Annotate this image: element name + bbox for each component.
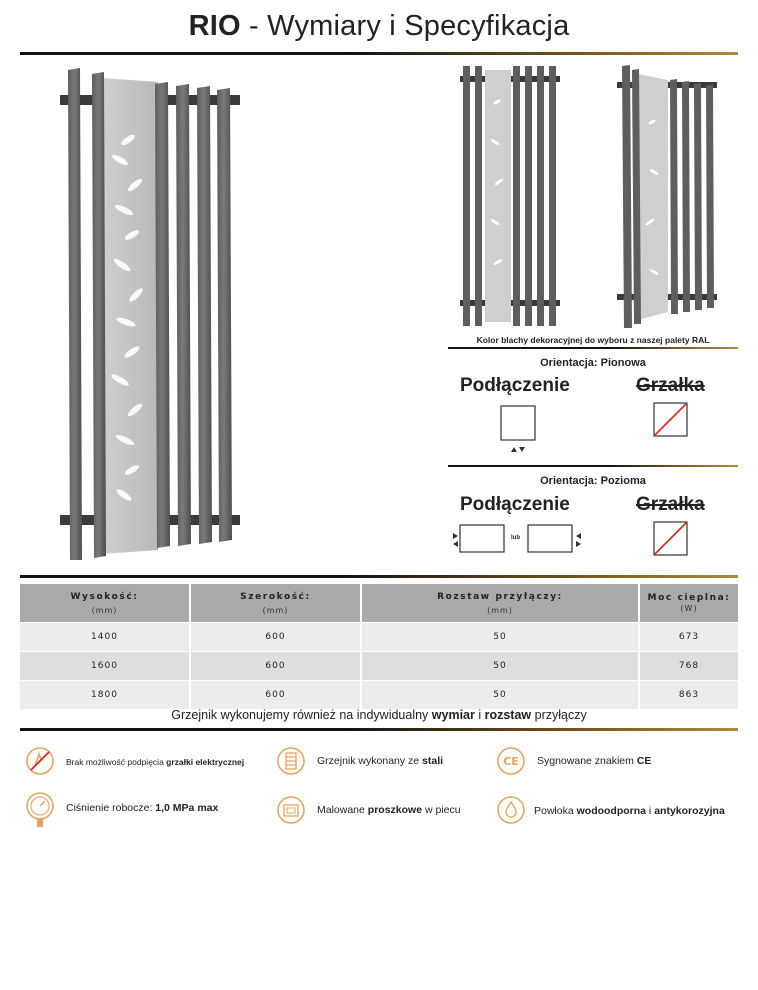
vertical-connection-diagram — [498, 404, 540, 454]
table-row — [20, 652, 738, 681]
divider — [448, 465, 738, 467]
divider — [448, 347, 738, 349]
cell-spacing: 50 — [361, 652, 639, 681]
cell-width: 600 — [190, 652, 361, 681]
table-row — [20, 681, 738, 710]
horizontal-heater-crossed-icon — [652, 520, 690, 558]
vertical-heater-crossed-icon — [652, 401, 690, 439]
feature-powder-coated: Malowane proszkowe w piecu — [317, 804, 461, 816]
ce-mark-icon — [496, 746, 526, 776]
cell-spacing: 50 — [361, 681, 639, 710]
cell-width: 600 — [190, 623, 361, 652]
ral-caption: Kolor blachy dekoracyjnej do wyboru z naszej palety RAL — [476, 335, 710, 345]
radiator-main-image — [40, 60, 260, 560]
feature-no-heater: Brak możliwość podpięcia grzałki elektrycznej — [66, 757, 245, 767]
feature-ce: Sygnowane znakiem CE — [537, 755, 652, 767]
header-height: Wysokość: (mm) — [20, 584, 190, 623]
feature-waterproof: Powłoka wodoodporna i antykorozyjna — [534, 805, 725, 817]
cell-height: 1600 — [20, 652, 190, 681]
table-row — [20, 623, 738, 652]
cell-power: 768 — [639, 652, 738, 681]
horizontal-heater-label: Grzałka — [636, 494, 705, 515]
vertical-heater-label: Grzałka — [636, 375, 705, 396]
header-width: Szerokość: (mm) — [190, 584, 361, 623]
steel-radiator-icon — [276, 746, 306, 776]
cell-height: 1800 — [20, 681, 190, 710]
radiator-front-image — [455, 62, 565, 330]
horizontal-connection-diagram-left — [452, 522, 508, 556]
table-divider — [20, 575, 738, 578]
radiator-angled-image — [612, 62, 722, 330]
header-spacing: Rozstaw przyłączy: (mm) — [361, 584, 639, 623]
feature-steel: Grzejnik wykonany ze stali — [317, 755, 444, 767]
no-heater-icon — [25, 746, 55, 776]
page-title: RIO - Wymiary i Specyfikacja — [188, 10, 570, 42]
or-label: lub — [511, 535, 520, 541]
cell-height: 1400 — [20, 623, 190, 652]
water-drop-icon — [496, 795, 526, 825]
horizontal-orientation-title: Orientacja: Pozioma — [540, 475, 646, 487]
horizontal-connection-label: Podłączenie — [460, 494, 570, 515]
spec-table — [20, 584, 738, 709]
header-power: Moc cieplna: (W) — [639, 584, 738, 623]
cell-width: 600 — [190, 681, 361, 710]
feature-pressure: Ciśnienie robocze: 1,0 MPa max — [66, 802, 219, 814]
cell-power: 673 — [639, 623, 738, 652]
title-divider — [20, 52, 738, 55]
pressure-gauge-icon — [25, 792, 55, 828]
horizontal-connection-diagram-right — [526, 522, 582, 556]
cell-spacing: 50 — [361, 623, 639, 652]
vertical-orientation-title: Orientacja: Pionowa — [540, 357, 646, 369]
table-header-row — [20, 584, 738, 623]
powder-coating-icon — [276, 795, 306, 825]
note-divider — [20, 728, 738, 731]
custom-size-note: Grzejnik wykonujemy również na indywidualny wymiar i rozstaw przyłączy — [171, 708, 587, 722]
cell-power: 863 — [639, 681, 738, 710]
svg-text:CE: CE — [503, 755, 519, 768]
vertical-connection-label: Podłączenie — [460, 375, 570, 396]
